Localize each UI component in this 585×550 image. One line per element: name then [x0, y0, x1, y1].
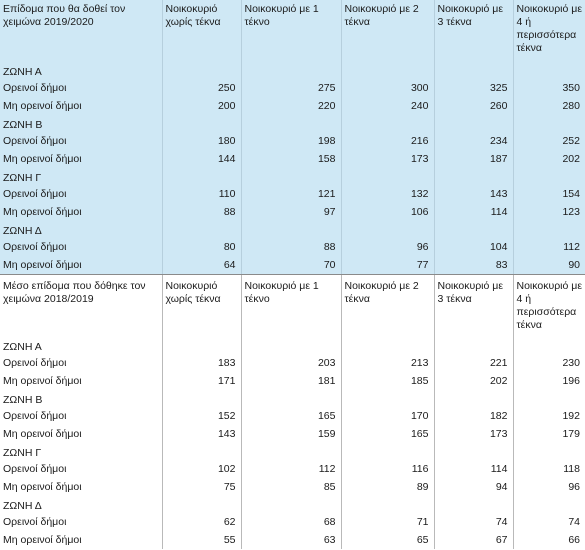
- table-row: [0, 460, 585, 478]
- empty-cell: [341, 333, 434, 354]
- value-cell: 116: [341, 460, 434, 478]
- row-label: Μη ορεινοί δήμοι: [0, 97, 162, 115]
- table-row: [0, 256, 585, 274]
- value-cell: 152: [162, 407, 241, 425]
- value-cell: 221: [434, 354, 513, 372]
- zone-row: [0, 496, 585, 513]
- table-row: [0, 372, 585, 390]
- row-label: Μη ορεινοί δήμοι: [0, 203, 162, 221]
- header-row: [0, 0, 585, 62]
- column-header: Νοικοκυριό με 2 τέκνα: [341, 275, 434, 333]
- value-cell: 230: [562, 356, 580, 369]
- value-cell: 173: [341, 150, 434, 168]
- table-row: [0, 513, 585, 531]
- empty-cell: [341, 496, 434, 513]
- value-cell: 71: [341, 513, 434, 531]
- value-cell: 213: [341, 354, 434, 372]
- value-cell: 185: [341, 372, 434, 390]
- value-cell: 62: [162, 513, 241, 531]
- row-label: Μη ορεινοί δήμοι: [0, 256, 162, 274]
- value-cell: 118: [563, 462, 580, 475]
- empty-cell: [434, 333, 513, 354]
- value-cell: 88: [241, 238, 341, 256]
- row-label: Μη ορεινοί δήμοι: [0, 478, 162, 496]
- value-cell: 234: [434, 132, 513, 150]
- value-cell: 85: [241, 478, 341, 496]
- heating-allowance-2019-2020-table: [0, 0, 585, 274]
- value-cell: 216: [341, 132, 434, 150]
- column-header: Νοικοκυριό χωρίς τέκνα: [162, 275, 241, 333]
- row-label: Μη ορεινοί δήμοι: [0, 531, 162, 549]
- value-cell: 104: [434, 238, 513, 256]
- empty-cell: [513, 390, 585, 407]
- row-label: Ορεινοί δήμοι: [0, 407, 162, 425]
- empty-cell: [341, 390, 434, 407]
- empty-cell: [341, 221, 434, 238]
- table-row: [0, 354, 585, 372]
- value-cell: 55: [162, 531, 241, 549]
- zone-row: [0, 333, 585, 354]
- empty-cell: [241, 333, 341, 354]
- empty-cell: [162, 333, 241, 354]
- row-label: Μη ορεινοί δήμοι: [0, 425, 162, 443]
- value-cell: 192: [562, 409, 580, 422]
- row-label: Ορεινοί δήμοι: [0, 513, 162, 531]
- empty-cell: [241, 443, 341, 460]
- value-cell: 203: [241, 354, 341, 372]
- table-row: [0, 478, 585, 496]
- zone-label: ΖΩΝΗ Δ: [0, 221, 162, 238]
- value-cell: 143: [162, 425, 241, 443]
- zone-label: ΖΩΝΗ Γ: [0, 168, 162, 185]
- value-cell: 260: [434, 97, 513, 115]
- value-cell: 275: [241, 79, 341, 97]
- empty-cell: [434, 390, 513, 407]
- value-cell: 63: [241, 531, 341, 549]
- value-cell: 68: [241, 513, 341, 531]
- value-cell: 97: [241, 203, 341, 221]
- empty-cell: [341, 168, 434, 185]
- column-header: Νοικοκυριό με 4 ή περισσότερα τέκνα: [516, 3, 583, 54]
- value-cell: 83: [434, 256, 513, 274]
- zone-row: [0, 443, 585, 460]
- value-cell: 64: [162, 256, 241, 274]
- header-row: [0, 275, 585, 333]
- table-row: [0, 150, 585, 168]
- value-cell: 202: [434, 372, 513, 390]
- value-cell: 143: [434, 185, 513, 203]
- value-cell: 250: [162, 79, 241, 97]
- column-header: Νοικοκυριό με 3 τέκνα: [434, 275, 513, 333]
- value-cell: 66: [568, 533, 580, 546]
- value-cell: 89: [341, 478, 434, 496]
- empty-cell: [241, 221, 341, 238]
- row-label: Ορεινοί δήμοι: [0, 354, 162, 372]
- value-cell: 181: [241, 372, 341, 390]
- value-cell: 220: [241, 97, 341, 115]
- value-cell: 74: [568, 515, 580, 528]
- empty-cell: [513, 496, 585, 513]
- value-cell: 165: [241, 407, 341, 425]
- empty-cell: [434, 443, 513, 460]
- empty-cell: [241, 62, 341, 79]
- value-cell: 75: [162, 478, 241, 496]
- value-cell: 198: [241, 132, 341, 150]
- value-cell: 112: [241, 460, 341, 478]
- row-label: Ορεινοί δήμοι: [0, 185, 162, 203]
- table-row: [0, 97, 585, 115]
- value-cell: 173: [434, 425, 513, 443]
- zone-label: ΖΩΝΗ Α: [0, 333, 162, 354]
- zone-label: ΖΩΝΗ Α: [0, 62, 162, 79]
- zone-label: ΖΩΝΗ Β: [0, 390, 162, 407]
- zone-row: [0, 221, 585, 238]
- column-header: Νοικοκυριό με 4 ή περισσότερα τέκνα: [516, 280, 583, 331]
- table-row: [0, 531, 585, 549]
- zone-label: ΖΩΝΗ Δ: [0, 496, 162, 513]
- value-cell: 280: [562, 99, 580, 112]
- empty-cell: [341, 115, 434, 132]
- value-cell: 102: [162, 460, 241, 478]
- value-cell: 187: [434, 150, 513, 168]
- value-cell: 65: [341, 531, 434, 549]
- zone-row: [0, 62, 585, 79]
- value-cell: 171: [162, 372, 241, 390]
- value-cell: 179: [562, 427, 580, 440]
- value-cell: 240: [341, 97, 434, 115]
- header-title: Μέσο επίδομα που δόθηκε τον χειμώνα 2018/2019: [0, 275, 162, 333]
- value-cell: 144: [162, 150, 241, 168]
- empty-cell: [513, 221, 585, 238]
- value-cell: 252: [562, 134, 580, 147]
- header-title: Επίδομα που θα δοθεί τον χειμώνα 2019/2020: [0, 0, 162, 62]
- value-cell: 74: [434, 513, 513, 531]
- empty-cell: [513, 62, 585, 79]
- empty-cell: [241, 496, 341, 513]
- row-label: Μη ορεινοί δήμοι: [0, 150, 162, 168]
- table-row: [0, 425, 585, 443]
- table-row: [0, 79, 585, 97]
- value-cell: 96: [341, 238, 434, 256]
- table-row: [0, 203, 585, 221]
- empty-cell: [434, 496, 513, 513]
- empty-cell: [513, 443, 585, 460]
- value-cell: 202: [562, 152, 580, 165]
- value-cell: 180: [162, 132, 241, 150]
- zone-label: ΖΩΝΗ Γ: [0, 443, 162, 460]
- value-cell: 110: [162, 185, 241, 203]
- value-cell: 182: [434, 407, 513, 425]
- empty-cell: [341, 62, 434, 79]
- row-label: Μη ορεινοί δήμοι: [0, 372, 162, 390]
- table-row: [0, 132, 585, 150]
- empty-cell: [434, 115, 513, 132]
- value-cell: 159: [241, 425, 341, 443]
- value-cell: 67: [434, 531, 513, 549]
- empty-cell: [513, 168, 585, 185]
- zone-row: [0, 390, 585, 407]
- empty-cell: [162, 221, 241, 238]
- zone-row: [0, 168, 585, 185]
- column-header: Νοικοκυριό με 3 τέκνα: [434, 0, 513, 62]
- value-cell: 158: [241, 150, 341, 168]
- table-row: [0, 407, 585, 425]
- heating-allowance-2018-2019-table: [0, 275, 585, 549]
- column-header: Νοικοκυριό με 1 τέκνο: [241, 275, 341, 333]
- empty-cell: [241, 115, 341, 132]
- empty-cell: [162, 443, 241, 460]
- empty-cell: [341, 443, 434, 460]
- value-cell: 70: [241, 256, 341, 274]
- table-row: [0, 185, 585, 203]
- value-cell: 77: [341, 256, 434, 274]
- value-cell: 154: [562, 187, 580, 200]
- value-cell: 114: [434, 460, 513, 478]
- empty-cell: [241, 168, 341, 185]
- value-cell: 165: [341, 425, 434, 443]
- row-label: Ορεινοί δήμοι: [0, 79, 162, 97]
- column-header: Νοικοκυριό με 1 τέκνο: [241, 0, 341, 62]
- value-cell: 170: [341, 407, 434, 425]
- empty-cell: [434, 62, 513, 79]
- value-cell: 121: [241, 185, 341, 203]
- value-cell: 183: [162, 354, 241, 372]
- value-cell: 114: [434, 203, 513, 221]
- zone-label: ΖΩΝΗ Β: [0, 115, 162, 132]
- row-label: Ορεινοί δήμοι: [0, 132, 162, 150]
- value-cell: 106: [341, 203, 434, 221]
- empty-cell: [162, 62, 241, 79]
- row-label: Ορεινοί δήμοι: [0, 460, 162, 478]
- row-label: Ορεινοί δήμοι: [0, 238, 162, 256]
- value-cell: 123: [562, 205, 580, 218]
- empty-cell: [434, 168, 513, 185]
- value-cell: 132: [341, 185, 434, 203]
- value-cell: 94: [434, 478, 513, 496]
- value-cell: 196: [562, 374, 580, 387]
- empty-cell: [162, 168, 241, 185]
- value-cell: 96: [568, 480, 580, 493]
- empty-cell: [162, 390, 241, 407]
- value-cell: 80: [162, 238, 241, 256]
- value-cell: 325: [434, 79, 513, 97]
- table-row: [0, 238, 585, 256]
- empty-cell: [241, 390, 341, 407]
- value-cell: 200: [162, 97, 241, 115]
- value-cell: 90: [568, 258, 580, 271]
- value-cell: 300: [341, 79, 434, 97]
- empty-cell: [162, 496, 241, 513]
- empty-cell: [162, 115, 241, 132]
- value-cell: 350: [562, 81, 580, 94]
- value-cell: 88: [162, 203, 241, 221]
- column-header: Νοικοκυριό με 2 τέκνα: [341, 0, 434, 62]
- zone-row: [0, 115, 585, 132]
- value-cell: 112: [563, 240, 580, 253]
- empty-cell: [513, 115, 585, 132]
- empty-cell: [513, 333, 585, 354]
- empty-cell: [434, 221, 513, 238]
- column-header: Νοικοκυριό χωρίς τέκνα: [162, 0, 241, 62]
